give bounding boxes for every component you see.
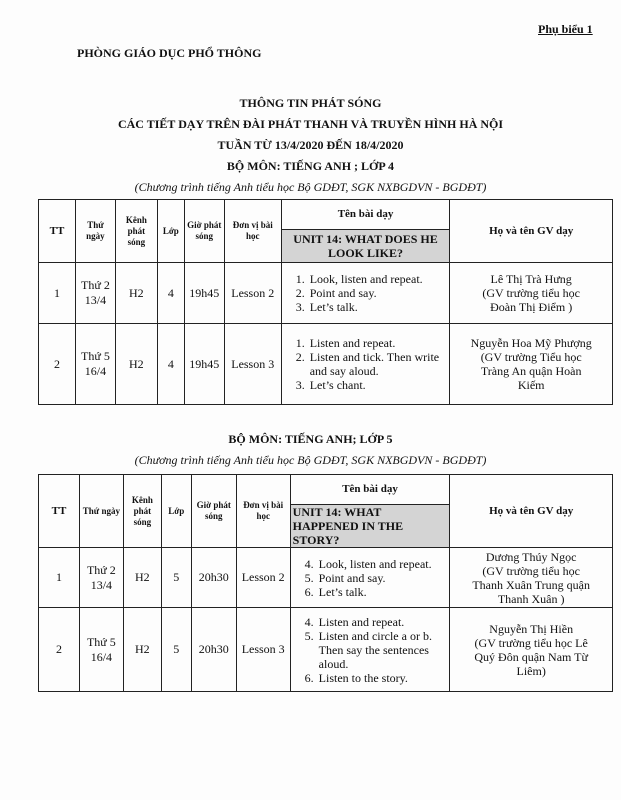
appendix-label: Phụ biểu 1 [538,22,593,36]
row-tt: 2 [39,608,80,692]
row-grade: 5 [161,608,191,692]
header-day: Thứ ngày [79,475,123,548]
row-time: 19h45 [184,263,224,324]
row-teacher: Lê Thị Trà Hưng (GV trường tiểu học Đoàn Thị Điểm ) [450,263,613,324]
header-tt: TT [39,475,80,548]
header-time: Giờ phát sóng [191,475,236,548]
table-row [39,608,613,692]
header-teacher: Họ và tên GV dạy [450,200,613,263]
row-unit: Lesson 2 [236,548,290,608]
lesson-item: 2. Point and say. [308,286,448,300]
title-week: TUẦN TỪ 13/4/2020 ĐẾN 18/4/2020 [217,138,404,152]
table-row [39,324,613,405]
row-unit: Lesson 3 [224,324,281,405]
row-day: Thứ 5 16/4 [79,608,123,692]
lesson-item: 4. Listen and repeat. [317,615,448,629]
row-channel: H2 [123,608,161,692]
lesson-item: 6. Let’s talk. [317,585,448,599]
header-tt: TT [39,200,76,263]
section2-subject: BỘ MÔN: TIẾNG ANH; LỚP 5 [228,432,393,446]
row-channel: H2 [115,263,157,324]
header-day: Thứ ngày [75,200,115,263]
header-teacher: Họ và tên GV dạy [450,475,613,548]
header-time: Giờ phát sóng [184,200,224,263]
row-unit: Lesson 2 [224,263,281,324]
row-time: 19h45 [184,324,224,405]
row-lessons [290,608,450,692]
row-channel: H2 [123,548,161,608]
row-time: 20h30 [191,608,236,692]
header-unit: Đơn vị bài học [236,475,290,548]
header-lesson-name: Tên bài dạy [290,475,450,505]
section2-program: (Chương trình tiếng Anh tiểu học Bộ GDĐT, SGK NXBGDVN - BGDĐT) [134,453,487,467]
lesson-item: 6. Listen to the story. [317,671,448,685]
header-grade: Lớp [161,475,191,548]
row-channel: H2 [115,324,157,405]
header-lesson-name: Tên bài dạy [281,200,450,230]
lesson-item: 4. Look, listen and repeat. [317,557,448,571]
lesson-item: 5. Listen and circle a or b. Then say the sentences aloud. [317,629,448,671]
row-tt: 2 [39,324,76,405]
row-day: Thứ 2 13/4 [75,263,115,324]
schedule-table-grade4 [38,199,613,405]
lesson-item: 2. Listen and tick. Then write and say aloud. [308,350,448,378]
header-channel: Kênh phát sóng [115,200,157,263]
lesson-item: 3. Let’s chant. [308,378,448,392]
row-tt: 1 [39,548,80,608]
lesson-item: 1. Look, listen and repeat. [308,272,448,286]
table-row [39,548,613,608]
row-time: 20h30 [191,548,236,608]
row-teacher: Nguyễn Hoa Mỹ Phượng (GV trường Tiểu học Tràng An quận Hoàn Kiếm [450,324,613,405]
row-lessons [281,324,450,405]
row-unit: Lesson 3 [236,608,290,692]
row-lessons [281,263,450,324]
header-unit: Đơn vị bài học [224,200,281,263]
row-teacher: Nguyễn Thị Hiền (GV trường tiểu học Lê Quý Đôn quận Nam Từ Liêm) [450,608,613,692]
section1-program: (Chương trình tiếng Anh tiểu học Bộ GDĐT, SGK NXBGDVN - BGDĐT) [134,180,487,194]
header-grade: Lớp [157,200,184,263]
schedule-table-grade5 [38,474,613,692]
title-broadcast-info: THÔNG TIN PHÁT SÓNG [239,96,382,110]
row-grade: 5 [161,548,191,608]
header-channel: Kênh phát sóng [123,475,161,548]
table-row [39,263,613,324]
department-name: PHÒNG GIÁO DỤC PHỔ THÔNG [77,46,262,60]
row-day: Thứ 2 13/4 [79,548,123,608]
row-grade: 4 [157,324,184,405]
row-lessons [290,548,450,608]
row-day: Thứ 5 16/4 [75,324,115,405]
lesson-item: 5. Point and say. [317,571,448,585]
lesson-item: 3. Let’s talk. [308,300,448,314]
lesson-item: 1. Listen and repeat. [308,336,448,350]
row-teacher: Dương Thúy Ngọc (GV trường tiểu học Thanh Xuân Trung quận Thanh Xuân ) [450,548,613,608]
section1-subject: BỘ MÔN: TIẾNG ANH ; LỚP 4 [226,159,395,173]
title-lessons-on-hanoi-tv: CÁC TIẾT DẠY TRÊN ĐÀI PHÁT THANH VÀ TRUYỀN HÌNH HÀ NỘI [117,117,504,131]
row-grade: 4 [157,263,184,324]
row-tt: 1 [39,263,76,324]
unit-title: UNIT 14: WHAT DOES HE LOOK LIKE? [281,230,450,263]
unit-title: UNIT 14: WHAT HAPPENED IN THE STORY? [290,505,450,548]
